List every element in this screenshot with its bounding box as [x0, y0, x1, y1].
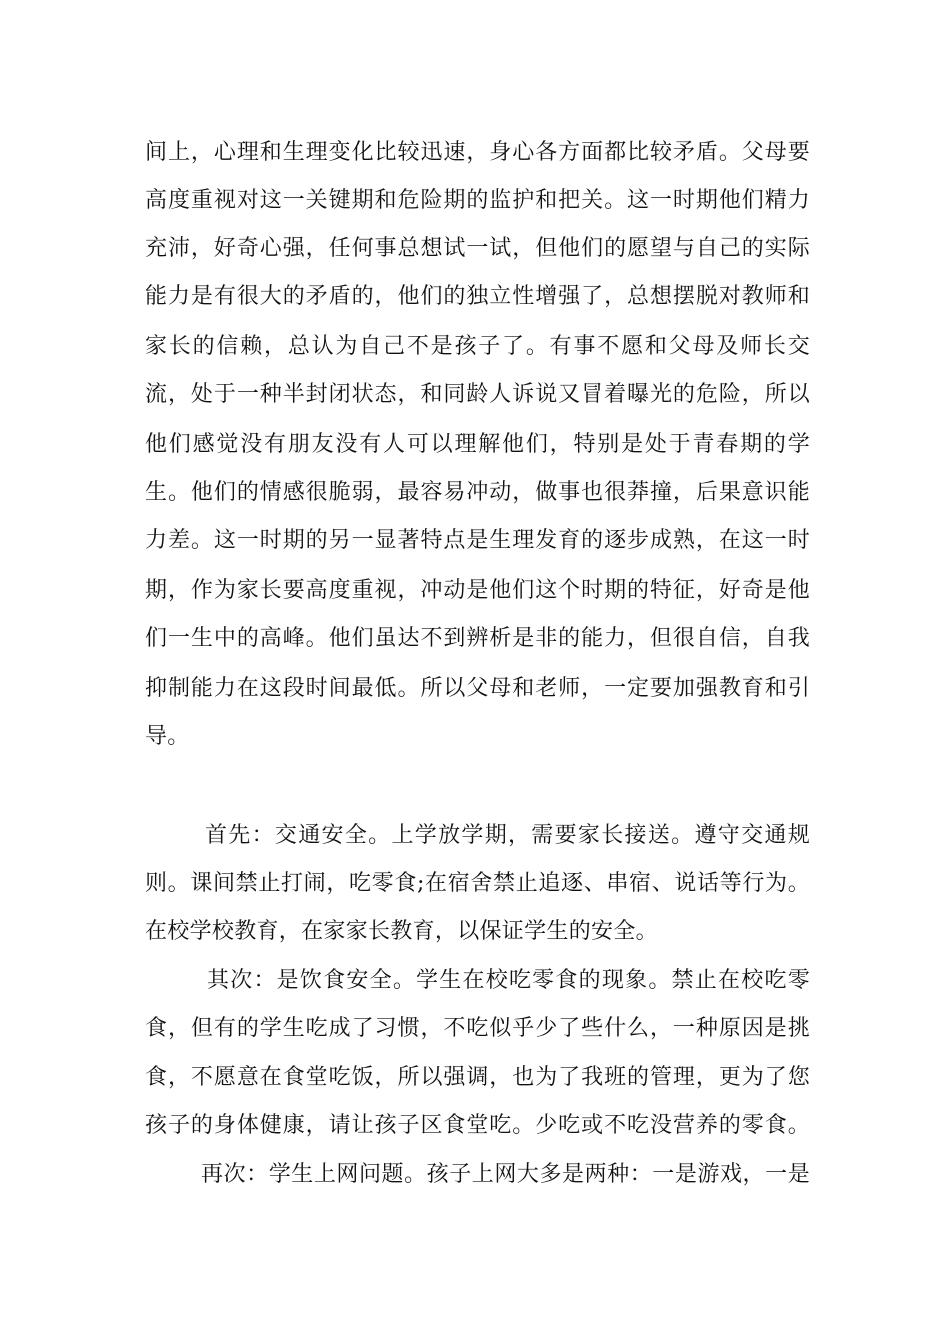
- paragraph-1-line-2: 高度重视对这一关键期和危险期的监护和把关。这一时期他们精力: [145, 188, 810, 213]
- paragraph-1-line-10: 期，作为家长要高度重视，冲动是他们这个时期的特征，好奇是他: [145, 578, 810, 603]
- paragraph-1-line-5: 家长的信赖，总认为自己不是孩子了。有事不愿和父母及师长交: [145, 334, 810, 359]
- paragraph-2-line-3: 在校学校教育，在家家长教育，以保证学生的安全。: [145, 919, 658, 944]
- paragraph-1-line-11: 们一生中的高峰。他们虽达不到辨析是非的能力，但很自信，自我: [145, 626, 810, 651]
- paragraph-1-line-9: 力差。这一时期的另一显著特点是生理发育的逐步成熟，在这一时: [145, 528, 810, 553]
- paragraph-4-line-1: 再次：学生上网问题。孩子上网大多是两种：一是游戏，一是: [201, 1162, 810, 1187]
- paragraph-3-line-2: 食，但有的学生吃成了习惯，不吃似乎少了些什么，一种原因是挑: [145, 1016, 810, 1041]
- paragraph-2-line-1: 首先：交通安全。上学放学期，需要家长接送。遵守交通规: [205, 823, 810, 848]
- paragraph-1-line-3: 充沛，好奇心强，任何事总想试一试，但他们的愿望与自己的实际: [145, 236, 810, 261]
- paragraph-2-line-2: 则。课间禁止打闹，吃零食;在宿舍禁止追逐、串宿、说话等行为。: [145, 871, 810, 896]
- paragraph-1-line-6: 流，处于一种半封闭状态，和同龄人诉说又冒着曝光的危险，所以: [145, 382, 810, 407]
- paragraph-1-line-4: 能力是有很大的矛盾的，他们的独立性增强了，总想摆脱对教师和: [145, 284, 810, 309]
- paragraph-1-line-8: 生。他们的情感很脆弱，最容易冲动，做事也很莽撞，后果意识能: [145, 480, 810, 505]
- paragraph-3-line-3: 食，不愿意在食堂吃饭，所以强调，也为了我班的管理，更为了您: [145, 1065, 810, 1090]
- paragraph-3-line-4: 孩子的身体健康，请让孩子区食堂吃。少吃或不吃没营养的零食。: [145, 1113, 810, 1138]
- paragraph-1-line-13: 导。: [145, 724, 190, 749]
- paragraph-1-line-1: 间上，心理和生理变化比较迅速，身心各方面都比较矛盾。父母要: [145, 140, 810, 165]
- paragraph-1-line-7: 他们感觉没有朋友没有人可以理解他们，特别是处于青春期的学: [145, 432, 810, 457]
- paragraph-3-line-1: 其次：是饮食安全。学生在校吃零食的现象。禁止在校吃零: [207, 968, 810, 993]
- paragraph-1-line-12: 抑制能力在这段时间最低。所以父母和老师，一定要加强教育和引: [145, 676, 810, 701]
